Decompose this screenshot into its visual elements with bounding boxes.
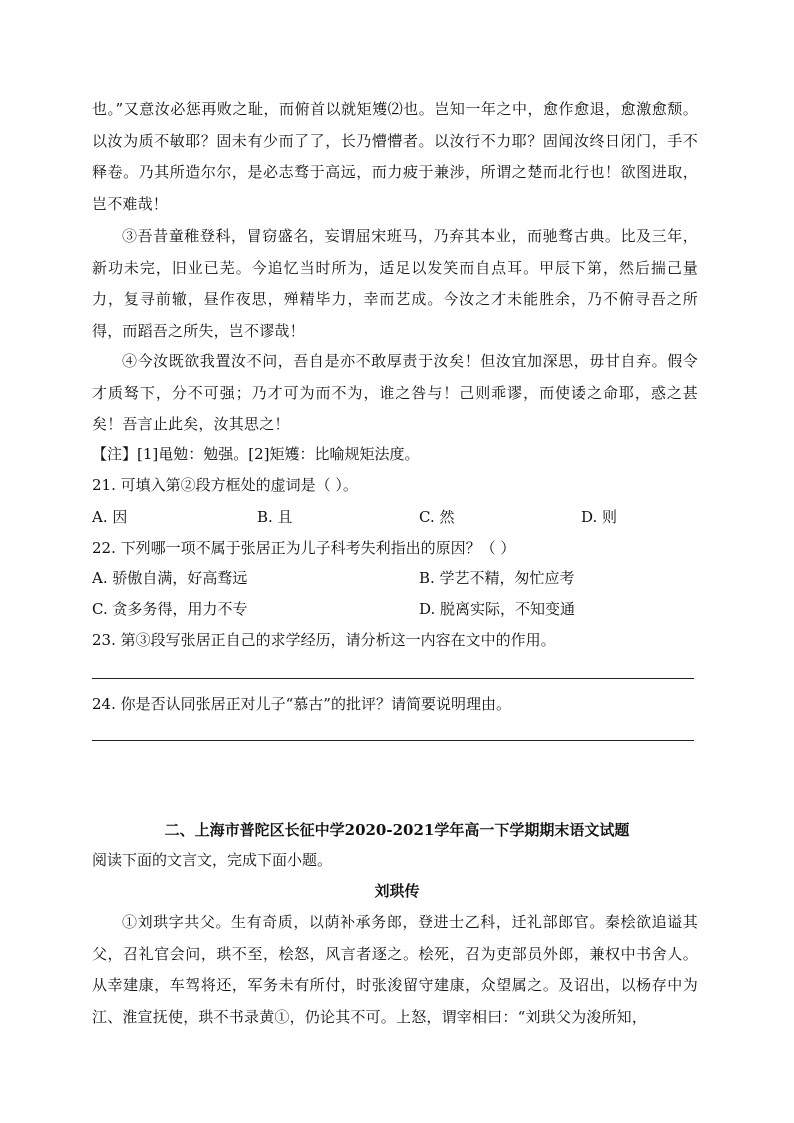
section-instruction: 阅读下面的文言文，完成下面小题。 (92, 851, 333, 869)
passage-title: 刘珙传 (374, 882, 420, 900)
question-24: 24. 你是否认同张居正对儿子“慕古”的批评？请简要说明理由。 (92, 695, 511, 713)
question-23: 23. 第③段写张居正自己的求学经历，请分析这一内容在文中的作用。 (92, 631, 556, 649)
answer-line-24[interactable] (92, 740, 694, 741)
passage-paragraph-3: ③吾昔童稚登科，冒窃盛名，妄谓屈宋班马，乃弃其本业，而驰骛古典。比及三年，新功未完，旧业已芜。今追忆当时所为，适足以发笑而自点耳。甲辰下第，然后揣己量力，复寻前辙，昼作夜思，殚精毕力，幸而艺成。今汝之才未能胜余，乃不俯寻吾之所得，而蹈吾之所失，岂不谬哉！ (92, 227, 698, 340)
question-21: 21. 可填入第②段方框处的虚词是（ ）。 (92, 476, 358, 494)
passage-paragraph-4: ④今汝既欲我置汝不问，吾自是亦不敢厚责于汝矣！但汝宜加深思，毋甘自弃。假令才质驽下，分不可强；乃才可为而不为，谁之咎与！己则乖谬，而使诿之命耶，惑之甚矣！吾言止此矣，汝其思之！ (92, 352, 698, 433)
q22-option-c: C. 贪多务得，用力不专 (92, 600, 248, 618)
passage-paragraph-2-continued: 也。”又意汝必惩再败之耻，而俯首以就矩矱⑵也。岂知一年之中，愈作愈退，愈激愈颓。以汝为质不敏耶？固未有少而了了，长乃懵懵者。以汝行不力耶？固闻汝终日闭门，手不释卷。乃其所造尔尔，是必志骛于高远，而力疲于兼涉，所谓之楚而北行也！欲图进取，岂不难哉！ (92, 100, 698, 213)
q22-option-d: D. 脱离实际，不知变通 (419, 600, 576, 618)
answer-line-23[interactable] (92, 678, 694, 679)
section-heading: 二、上海市普陀区长征中学2020-2021学年高一下学期期末语文试题 (164, 821, 630, 839)
section2-paragraph-1: ①刘珙字共父。生有奇质，以荫补承务郎，登进士乙科，迁礼部郎官。秦桧欲追谥其父，召礼官会问，珙不至，桧怒，风言者逐之。桧死，召为吏部员外郎，兼权中书舍人。从幸建康，车驾将还，军务未有所付，时张浚留守建康，众望属之。及诏出，以杨存中为江、淮宣抚使，珙不书录黄①，仍论其不可。上怒，谓宰相曰：“刘珙父为浚所知， (92, 913, 698, 1026)
annotation-note: 【注】[1]黾勉：勉强。[2]矩矱：比喻规矩法度。 (92, 445, 420, 463)
q21-option-a: A. 因 (92, 508, 128, 526)
q22-option-b: B. 学艺不精，匆忙应考 (419, 569, 575, 587)
q21-option-b: B. 且 (257, 508, 293, 526)
q22-option-a: A. 骄傲自满，好高骛远 (92, 569, 248, 587)
q21-option-d: D. 则 (581, 508, 618, 526)
q21-option-c: C. 然 (419, 508, 455, 526)
question-22: 22. 下列哪一项不属于张居正为儿子科考失利指出的原因？（ ） (92, 539, 516, 557)
